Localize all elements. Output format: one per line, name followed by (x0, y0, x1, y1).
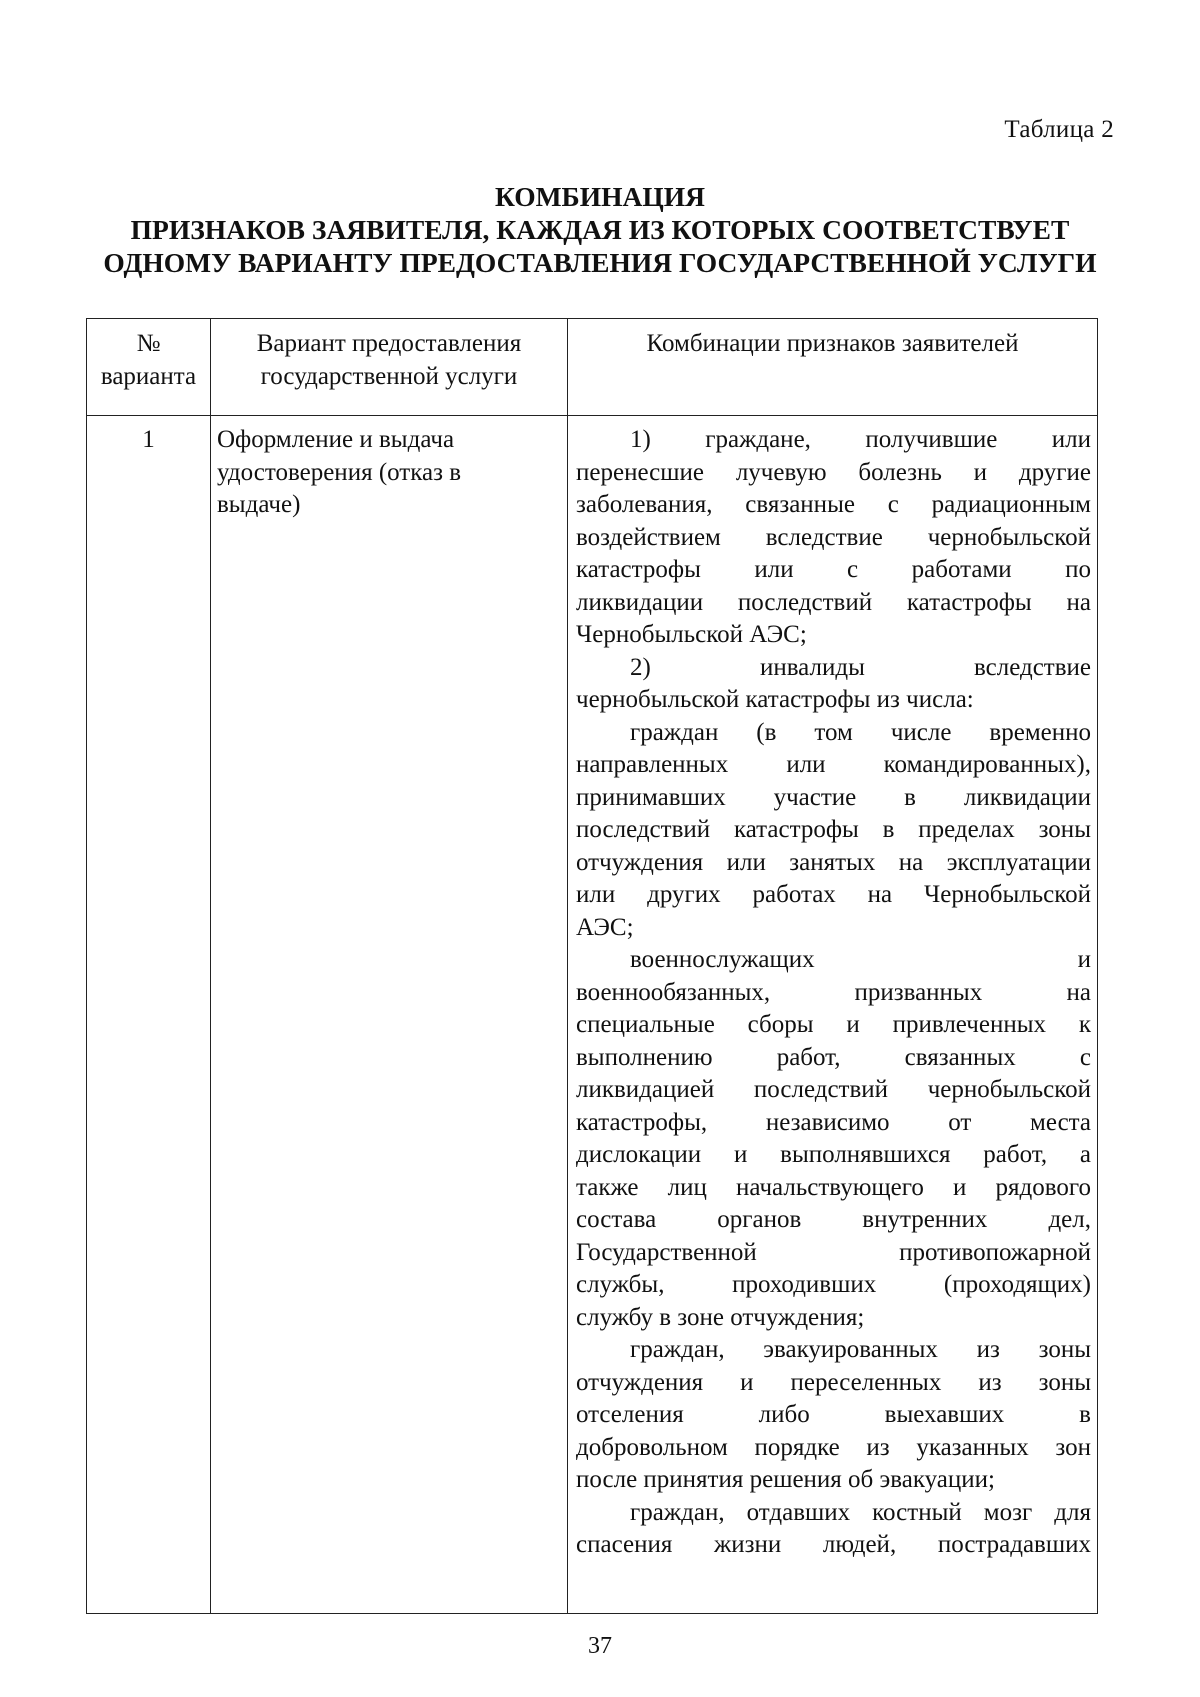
combination-line: Государственной противопожарной (576, 1238, 1091, 1266)
combination-line: отселения либо выехавших в (576, 1401, 1091, 1428)
variant-name-cell (211, 416, 568, 1614)
combination-line: граждан (в том числе временно (630, 718, 1091, 746)
combination-line: также лиц начальствующего и рядового (576, 1173, 1091, 1201)
variants-table (86, 318, 1098, 1614)
table-row (87, 416, 1098, 1614)
combination-line: последствий катастрофы в пределах зоны (576, 816, 1091, 843)
header-variant-number (87, 319, 211, 416)
combination-line: добровольном порядке из указанных зон (576, 1433, 1091, 1461)
variant-name-line: Оформление и выдача (217, 426, 455, 453)
combination-line: состава органов внутренних дел, (576, 1206, 1091, 1233)
combination-line: заболевания, связанные с радиационным (576, 491, 1091, 518)
combination-line: АЭС; (576, 913, 634, 941)
combination-line: 2) инвалиды вследствие (630, 653, 1091, 681)
combination-line: катастрофы, независимо от места (576, 1108, 1091, 1136)
combination-line: ликвидацией последствий чернобыльской (576, 1076, 1091, 1103)
table-header-row (87, 319, 1098, 416)
combination-line: военнослужащих и (630, 946, 1091, 973)
header-col3: Комбинации признаков заявителей (646, 330, 1019, 357)
combination-line: направленных или командированных), (576, 751, 1091, 778)
combination-line: перенесшие лучевую болезнь и другие (576, 458, 1091, 486)
variant-number: 1 (142, 426, 155, 453)
combinations-cell (568, 416, 1098, 1614)
header-variant-name (211, 319, 568, 416)
combination-line: принимавших участие в ликвидации (576, 783, 1091, 811)
combination-line: спасения жизни людей, пострадавших (576, 1531, 1091, 1558)
header-col1-line2: варианта (100, 363, 197, 390)
combination-line: Чернобыльской АЭС; (576, 621, 807, 648)
header-col1-line1: № (136, 330, 161, 357)
header-combinations (568, 319, 1098, 416)
title-line-1: КОМБИНАЦИЯ (494, 181, 706, 212)
combinations-text (576, 424, 1091, 1562)
variant-number-cell (87, 416, 211, 1614)
variant-name-line: удостоверения (отказ в (217, 458, 462, 486)
variant-name (217, 424, 561, 522)
combination-line: службу в зоне отчуждения; (576, 1303, 865, 1331)
header-col2-line1: Вариант предоставления (256, 330, 522, 357)
combination-line: военнообязанных, призванных на (576, 978, 1091, 1006)
combination-line: отчуждения и переселенных из зоны (576, 1368, 1091, 1396)
combination-line: граждан, эвакуированных из зоны (630, 1336, 1091, 1363)
page-number: 37 (588, 1633, 612, 1659)
combination-line: граждан, отдавших костный мозг для (630, 1498, 1091, 1526)
combination-line: дислокации и выполнявшихся работ, а (576, 1141, 1091, 1168)
title-line-3: ОДНОМУ ВАРИАНТУ ПРЕДОСТАВЛЕНИЯ ГОСУДАРСТВЕННОЙ УСЛУГИ (103, 247, 1097, 278)
combination-line: катастрофы или с работами по (576, 556, 1091, 583)
combination-line: воздействием вследствие чернобыльской (576, 523, 1091, 551)
header-col2-line2: государственной услуги (260, 363, 518, 390)
document-title (70, 180, 1130, 279)
combination-line: специальные сборы и привлеченных к (576, 1011, 1091, 1038)
table-label: Таблица 2 (1004, 116, 1114, 143)
combination-line: 1) граждане, получившие или (630, 426, 1091, 453)
combination-line: или других работах на Чернобыльской (576, 881, 1091, 908)
combination-line: выполнению работ, связанных с (576, 1043, 1091, 1071)
combination-line: ликвидации последствий катастрофы на (576, 588, 1091, 616)
combination-line: службы, проходивших (проходящих) (576, 1271, 1091, 1298)
combination-line: отчуждения или занятых на эксплуатации (576, 848, 1091, 876)
variant-name-line: выдаче) (217, 491, 301, 518)
title-line-2: ПРИЗНАКОВ ЗАЯВИТЕЛЯ, КАЖДАЯ ИЗ КОТОРЫХ СООТВЕТСТВУЕТ (130, 214, 1070, 245)
combination-line: чернобыльской катастрофы из числа: (576, 686, 974, 713)
combination-line: после принятия решения об эвакуации; (576, 1466, 995, 1493)
